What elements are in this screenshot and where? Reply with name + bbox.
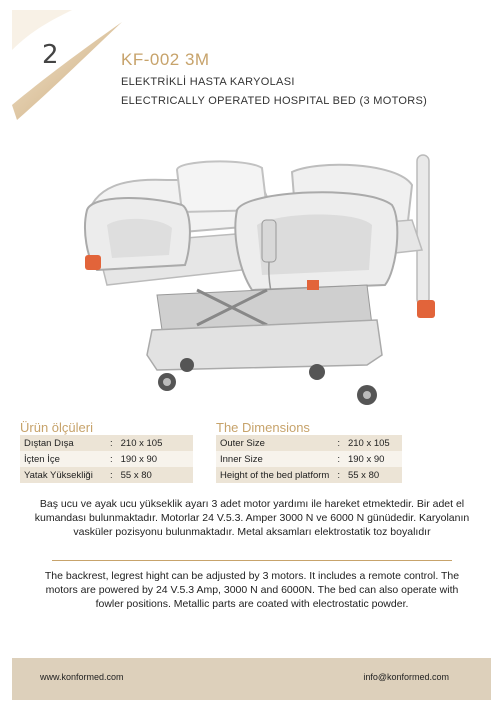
dim-sep: : bbox=[106, 435, 117, 451]
footer-bar bbox=[12, 658, 491, 700]
section-divider bbox=[52, 560, 452, 561]
dim-label: İçten İçe bbox=[20, 451, 106, 467]
email-link[interactable]: info@konformed.com bbox=[363, 672, 449, 682]
table-row bbox=[216, 435, 402, 451]
website-link[interactable]: www.konformed.com bbox=[40, 672, 124, 682]
title-turkish: ELEKTRİKLİ HASTA KARYOLASI bbox=[121, 76, 295, 88]
page-number: 2 bbox=[42, 40, 59, 70]
dim-sep: : bbox=[106, 467, 117, 483]
dimensions-title-tr: Ürün ölçüleri bbox=[20, 420, 93, 435]
dim-label: Outer Size bbox=[216, 435, 333, 451]
hospital-bed-image bbox=[67, 150, 447, 410]
dimensions-table-en bbox=[216, 435, 402, 483]
table-row bbox=[20, 435, 193, 451]
dimensions-title-en: The Dimensions bbox=[216, 420, 310, 435]
title-english: ELECTRICALLY OPERATED HOSPITAL BED (3 MOTORS) bbox=[121, 95, 428, 107]
dim-sep: : bbox=[106, 451, 117, 467]
dim-sep: : bbox=[333, 435, 344, 451]
dim-label: Inner Size bbox=[216, 451, 333, 467]
dim-value: 55 x 80 bbox=[117, 467, 193, 483]
dim-label: Yatak Yüksekliği bbox=[20, 467, 106, 483]
table-row bbox=[216, 451, 402, 467]
dim-label: Dıştan Dışa bbox=[20, 435, 106, 451]
dim-value: 190 x 90 bbox=[344, 451, 402, 467]
table-row bbox=[216, 467, 402, 483]
brochure-page bbox=[12, 10, 491, 700]
dim-sep: : bbox=[333, 451, 344, 467]
description-turkish: Baş ucu ve ayak ucu yükseklik ayarı 3 adet motor yardımı ile hareket etmektedir. Bir adet el kumandası bulunmaktadır. Motorlar 24 V.5.3. Amper 3000 N ve 6000 N günüdedir. Karyolanın vasküler pozisyonu bulunmaktadır. Metal aksamları elektrostatik toz boyalıdır bbox=[34, 498, 470, 538]
dim-value: 190 x 90 bbox=[117, 451, 193, 467]
table-row bbox=[20, 467, 193, 483]
description-english: The backrest, legrest hight can be adjusted by 3 motors. It includes a remote control. The motors are powered by 24 V.5.3 Amp, 3000 N and 6000N. The bed can also operate with fowler positions. Metallic parts are coated with electrostatic powder. bbox=[44, 570, 460, 610]
dim-value: 210 x 105 bbox=[344, 435, 402, 451]
table-row bbox=[20, 451, 193, 467]
dimensions-table-tr bbox=[20, 435, 193, 483]
dim-sep: : bbox=[333, 467, 344, 483]
model-name: KF-002 3M bbox=[121, 50, 210, 69]
dim-value: 210 x 105 bbox=[117, 435, 193, 451]
dim-label: Height of the bed platform bbox=[216, 467, 333, 483]
dim-value: 55 x 80 bbox=[344, 467, 402, 483]
